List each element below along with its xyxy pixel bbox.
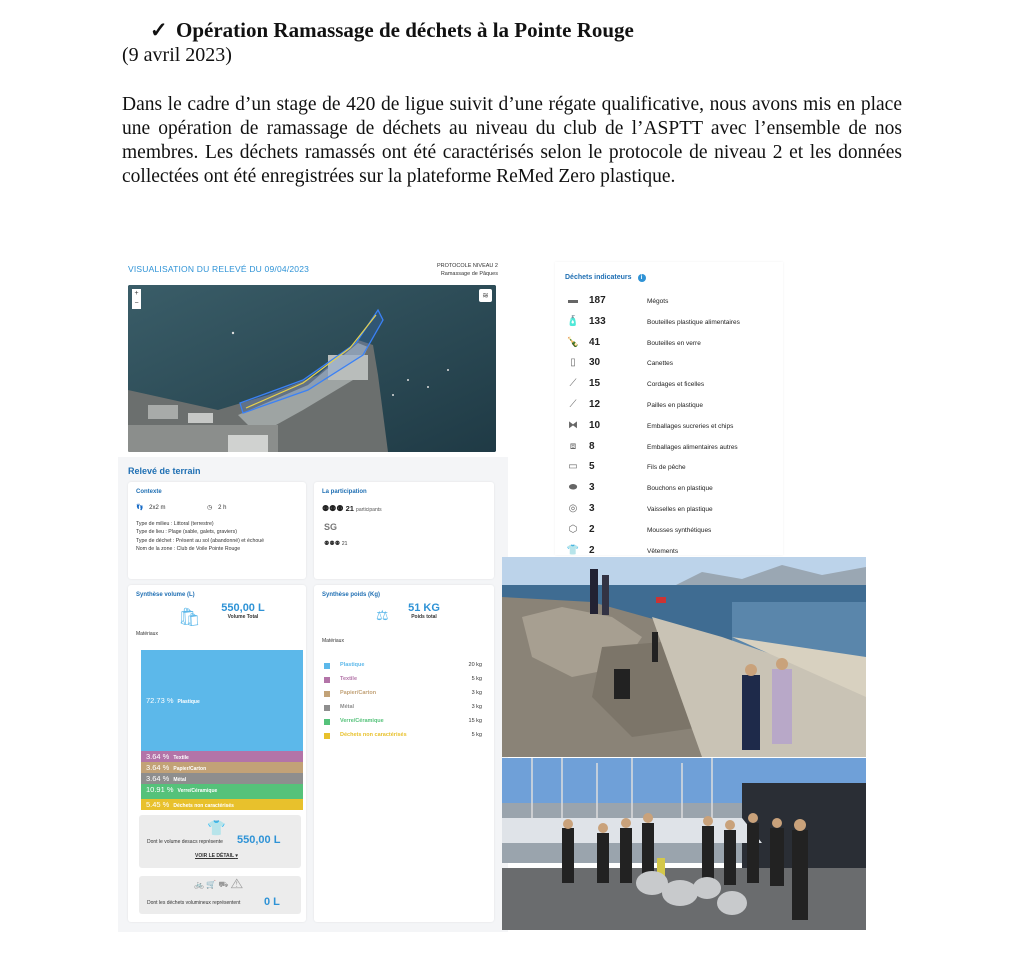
weight-row [324, 676, 482, 686]
participation-card [314, 482, 494, 579]
indicator-label: Bouteilles en verre [647, 339, 701, 347]
candy-wrapper-icon: ⧓ [568, 419, 578, 431]
color-swatch [324, 705, 330, 711]
indicator-label: Bouchons en plastique [647, 485, 713, 493]
protocol-info [437, 262, 498, 278]
participation-title: La participation [322, 489, 367, 495]
indicator-row [555, 439, 783, 459]
photo-jetty-image [502, 557, 866, 757]
weight-row [324, 718, 482, 728]
context-card [128, 482, 306, 579]
clock-icon: ◷ [207, 505, 213, 511]
layers-icon[interactable]: ≋ [479, 289, 492, 302]
photo-group [502, 758, 866, 930]
indicator-row [555, 459, 783, 479]
indicator-label: Vaisselles en plastique [647, 506, 713, 513]
indicator-count: 3 [589, 482, 595, 494]
indicator-waste-panel [555, 262, 783, 555]
indicator-count: 2 [589, 523, 595, 535]
field-survey-title: Relevé de terrain [128, 466, 201, 476]
map-panel [118, 252, 508, 457]
volume-segment [141, 762, 303, 773]
satellite-map[interactable] [128, 285, 496, 452]
indicator-count: 10 [589, 419, 601, 431]
context-title: Contexte [136, 489, 162, 495]
indicator-count: 8 [589, 440, 595, 452]
indicator-label: Cordages et ficelles [647, 381, 705, 389]
photo-group-image [502, 758, 866, 930]
area-value: 2x2 m [149, 505, 166, 511]
segment-name: Verre/Céramique [177, 788, 218, 794]
straw-icon: ⟋ [569, 399, 577, 410]
footprints-icon: 👣 [136, 505, 144, 511]
material-weight: 15 kg [468, 718, 482, 724]
segment-percent: 3.64 % [146, 763, 170, 772]
volume-title: Synthèse volume (L) [136, 592, 195, 598]
weight-materials-label: Matériaux [322, 638, 344, 644]
indicator-label: Emballages alimentaires autres [647, 443, 738, 451]
volume-segment [141, 799, 303, 810]
material-name: Plastique [340, 662, 365, 668]
segment-name: Métal [173, 777, 187, 783]
zoom-in-button[interactable]: + [134, 290, 139, 297]
segment-name: Déchets non caractérisés [173, 803, 234, 809]
weight-row [324, 662, 482, 672]
material-weight: 20 kg [468, 662, 482, 668]
material-weight: 3 kg [471, 704, 482, 710]
volume-segment [141, 773, 303, 784]
check-icon: ✓ [150, 18, 168, 42]
material-name: Métal [340, 704, 355, 710]
segment-name: Papier/Carton [173, 766, 207, 772]
heading-text: Opération Ramassage de déchets à la Pointe Rouge [176, 18, 634, 42]
indicator-row [555, 480, 783, 500]
bulky-label: Dont les déchets volumineux représentent [147, 900, 241, 906]
sg-logo: SG [324, 522, 338, 532]
caret-down-icon: ▾ [235, 853, 238, 859]
material-weight: 5 kg [471, 676, 482, 682]
milieu-type: Type de milieu : Littoral (terrestre) [136, 521, 214, 527]
lieu-type: Type de lieu : Plage (sable, galets, graviers) [136, 529, 237, 536]
indicator-row [555, 293, 783, 313]
material-name: Verre/Céramique [340, 718, 384, 724]
segment-percent: 3.64 % [146, 752, 170, 761]
indicator-label: Mousses synthétiques [647, 526, 712, 534]
weight-total: 51 KG Poids total [408, 602, 440, 620]
color-swatch [324, 663, 330, 669]
cigarette-icon: ▬ [568, 295, 578, 306]
color-swatch [324, 733, 330, 739]
indicator-label: Fils de pêche [647, 464, 686, 472]
indicator-label: Emballages sucreries et chips [647, 422, 734, 430]
indicator-count: 3 [589, 503, 595, 514]
indicator-row [555, 501, 783, 521]
indicator-label: Vêtements [647, 547, 679, 555]
indicator-label: Pailles en plastique [647, 402, 704, 409]
indicator-count: 5 [589, 461, 595, 473]
volume-stacked-bar [141, 650, 303, 809]
indicator-row [555, 335, 783, 355]
group-icon: ⚉⚉⚉ [324, 541, 341, 547]
bulky-value: 0 L [264, 896, 280, 908]
dechet-type: Type de déchet : Présent au sol (abandonné) et échoué [136, 537, 265, 544]
context-metrics [136, 504, 286, 511]
indicator-row [555, 418, 783, 438]
indicator-count: 187 [589, 295, 606, 306]
weight-row [324, 704, 482, 714]
duration-value: 2 h [218, 505, 227, 511]
indicator-count: 2 [589, 544, 595, 555]
segment-percent: 10.91 % [146, 785, 174, 794]
indicator-count: 133 [589, 315, 606, 327]
volume-segment [141, 751, 303, 762]
segment-percent: 5.45 % [146, 800, 170, 809]
glass-bottle-icon: 🍾 [566, 336, 580, 348]
weight-row [324, 690, 482, 700]
foam-icon: ⬡ [568, 523, 578, 535]
people-icon: ⚉⚉⚉ [322, 504, 344, 513]
color-swatch [324, 677, 330, 683]
clothing-icon: 👕 [566, 544, 580, 555]
bags-volume-label: Dont le volume desacs représente [147, 839, 223, 845]
description-paragraph: Dans le cadre d’un stage de 420 de ligue suivit d’une régate qualificative, nous avons mis en place une opération de ramassage de déchets au niveau du club de l’ASPTT avec l’ensemble de nos membres. Les déchets ramassés ont été caractérisés selon le protocole de niveau 2 et les données collectées ont été enregistrées sur la plateforme ReMed Zero plastique. [122, 94, 902, 187]
bottle-cap-icon: ⬬ [568, 482, 578, 494]
rope-icon: ⟋ [569, 378, 577, 390]
scale-icon: ⚖ [376, 607, 389, 623]
indicator-label: Canettes [647, 360, 674, 368]
photo-jetty-cleanup [502, 557, 866, 757]
bags-volume-value: 550,00 L [237, 834, 281, 846]
bulky-waste-box [139, 876, 301, 914]
info-icon[interactable]: i [638, 274, 646, 282]
section-heading [150, 18, 634, 43]
detail-link[interactable]: VOIR LE DÉTAIL ▾ [195, 853, 238, 859]
indicator-count: 15 [589, 378, 601, 390]
weight-card [314, 585, 494, 922]
color-swatch [324, 691, 330, 697]
zoom-controls [132, 289, 141, 309]
segment-name: Plastique [177, 699, 200, 705]
event-name: Ramassage de Pâques [440, 271, 498, 277]
indicator-row [555, 543, 783, 555]
tshirt-icon: 👕 [207, 820, 226, 837]
segment-percent: 3.64 % [146, 774, 170, 783]
weight-title: Synthèse poids (Kg) [322, 592, 381, 598]
bag-icon: 🛍 [178, 607, 201, 627]
participants-count: ⚉⚉⚉ 21 participants [322, 504, 382, 513]
can-icon: ▯ [570, 357, 576, 369]
indicator-label: Bouteilles plastique alimentaires [647, 318, 740, 326]
event-date: (9 avril 2023) [122, 44, 232, 66]
zone-name: Nom de la zone : Club de Voile Pointe Rouge [136, 546, 241, 553]
color-swatch [324, 719, 330, 725]
map-image [128, 285, 496, 452]
indicator-row [555, 376, 783, 396]
indicator-label: Mégots [647, 298, 669, 305]
material-weight: 5 kg [471, 732, 482, 738]
plastic-bottle-icon: 🧴 [566, 315, 580, 327]
volume-total: 550,00 L Volume Total [221, 602, 265, 620]
material-name: Papier/Carton [340, 690, 377, 696]
indicator-row [555, 397, 783, 417]
visualization-title: VISUALISATION DU RELEVÉ DU 09/04/2023 [128, 264, 310, 274]
weight-row [324, 732, 482, 742]
plastic-dish-icon: ◎ [568, 503, 578, 514]
fishing-line-icon: ▭ [568, 461, 578, 473]
food-packaging-icon: ⧈ [569, 440, 577, 452]
volume-segment [141, 784, 303, 799]
indicator-count: 12 [589, 399, 601, 410]
bulky-items-icon: 🚲 🛒 ⛟ ⚠ [194, 880, 244, 889]
context-details [136, 520, 296, 554]
indicator-row [555, 522, 783, 542]
segment-name: Textile [173, 755, 189, 761]
volume-materials-label: Matériaux [136, 631, 158, 637]
participants-small: ⚉⚉⚉ 21 [324, 541, 348, 547]
material-name: Textile [340, 676, 358, 682]
indicator-row [555, 314, 783, 334]
volume-segment [141, 650, 303, 751]
material-name: Déchets non caractérisés [340, 732, 407, 738]
protocol-level: PROTOCOLE NIVEAU 2 [436, 263, 498, 269]
indicator-count: 30 [589, 357, 601, 369]
indicator-count: 41 [589, 336, 601, 348]
survey-dashboard [118, 252, 508, 932]
zoom-out-button[interactable]: − [134, 300, 139, 307]
indicator-row [555, 355, 783, 375]
indicator-title: Déchets indicateurs i [565, 274, 646, 282]
bags-volume-box [139, 815, 301, 868]
segment-percent: 72.73 % [146, 696, 174, 705]
material-weight: 3 kg [471, 690, 482, 696]
